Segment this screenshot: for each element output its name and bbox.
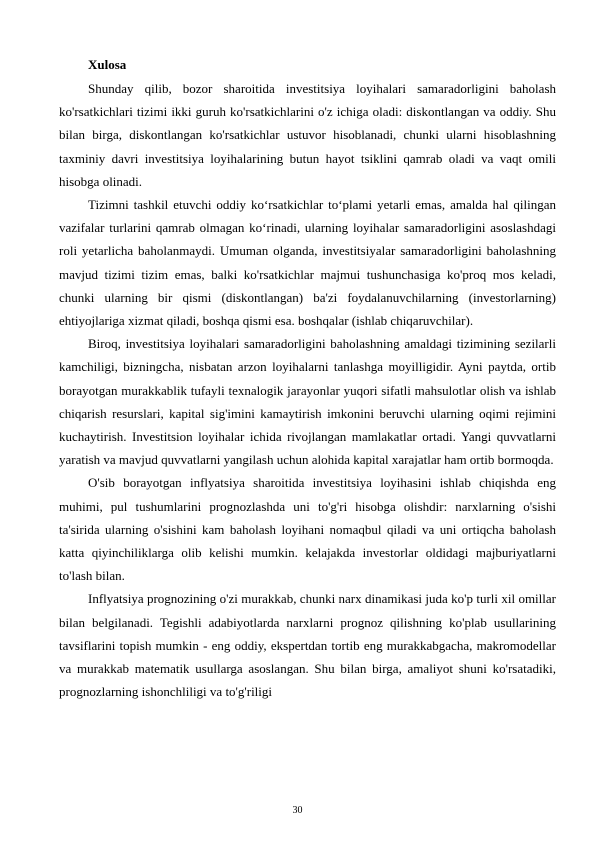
paragraph-3: Biroq, investitsiya loyihalari samaradorligini baholashning amaldagi tizimining sezilarli kamchiligi, bizningcha, nisbatan arzon loyihalarni tanlashga moyilligidir. Ayni paytda, ortib borayotgan murakkablik tufayli texnalogik jarayonlar yuqori sifatli mahsulotlar olish va ishlab chiqarish resurslari, kapital sig'imini kamaytirish imkonini beruvchi ularning oqimi rejimini kuchaytirish. Investitsion loyihalar ichida rivojlangan mamlakatlar ortadi. Yangi quvvatlarni yaratish va mavjud quvvatlarni yangilash uchun alohida kapital xarajatlar ham ortib bormoqda. <box>59 336 556 468</box>
page-number: 30 <box>292 805 303 816</box>
paragraph-2: Tizimni tashkil etuvchi oddiy ko‘rsatkichlar to‘plami yetarli emas, amalda hal qilingan vazifalar turlarini qamrab olmagan ko‘rinadi, ularning loyihalar samaradorligini asoslashdagi roli yetarlicha baholanmaydi. Umuman olganda, investitsiyalar samaradorligini baholashning mavjud tizimi tizim emas, balki ko'rsatkichlar majmui tushunchasiga ko'proq mos keladi, chunki ularning bir qismi (diskontlangan) ba'zi foydalanuvchilarning (investorlarning) ehtiyojlariga xizmat qiladi, boshqa qismi esa. boshqalar (ishlab chiqaruvchilar). <box>59 197 556 329</box>
section-heading: Xulosa <box>88 57 127 72</box>
document-body <box>59 56 556 703</box>
paragraph-1: Shunday qilib, bozor sharoitida investitsiya loyihalari samaradorligini baholash ko'rsatkichlari tizimi ikki guruh ko'rsatkichlarini o'z ichiga oladi: diskontlangan va oddiy. Shu bilan birga, diskontlangan ko'rsatkichlar ustuvor hisoblanadi, chunki ularni hisoblashning taxminiy davri investitsiya loyihalarining butun hayot tsiklini qamrab oladi va vaqt omili hisobga olinadi. <box>59 81 556 189</box>
paragraph-4: O'sib borayotgan inflyatsiya sharoitida investitsiya loyihasini ishlab chiqishda eng muhimi, pul tushumlarini prognozlashda uni to'g'ri hisobga olishdir: narxlarning o'sishi ta'sirida ularning o'sishini kam baholash loyihani nomaqbul qiladi va uni ortiqcha baholash katta qiyinchiliklarga olib kelishi mumkin. kelajakda investorlar oldidagi majburiyatlarni to'lash bilan. <box>59 475 556 584</box>
paragraph-5: Inflyatsiya prognozining o'zi murakkab, chunki narx dinamikasi juda ko'p turli xil omillar bilan belgilanadi. Tegishli adabiyotlarda narxlarni prognoz qilishning ko'plab usullarining tavsiflarini topish mumkin - eng oddiy, ekspertdan tortib eng murakkabgacha, makromodellar va murakkab matematik usullarga asoslangan. Shu bilan birga, amaliyot shuni ko'rsatadiki, prognozlarning ishonchliligi va to'g'riligi <box>59 591 556 700</box>
